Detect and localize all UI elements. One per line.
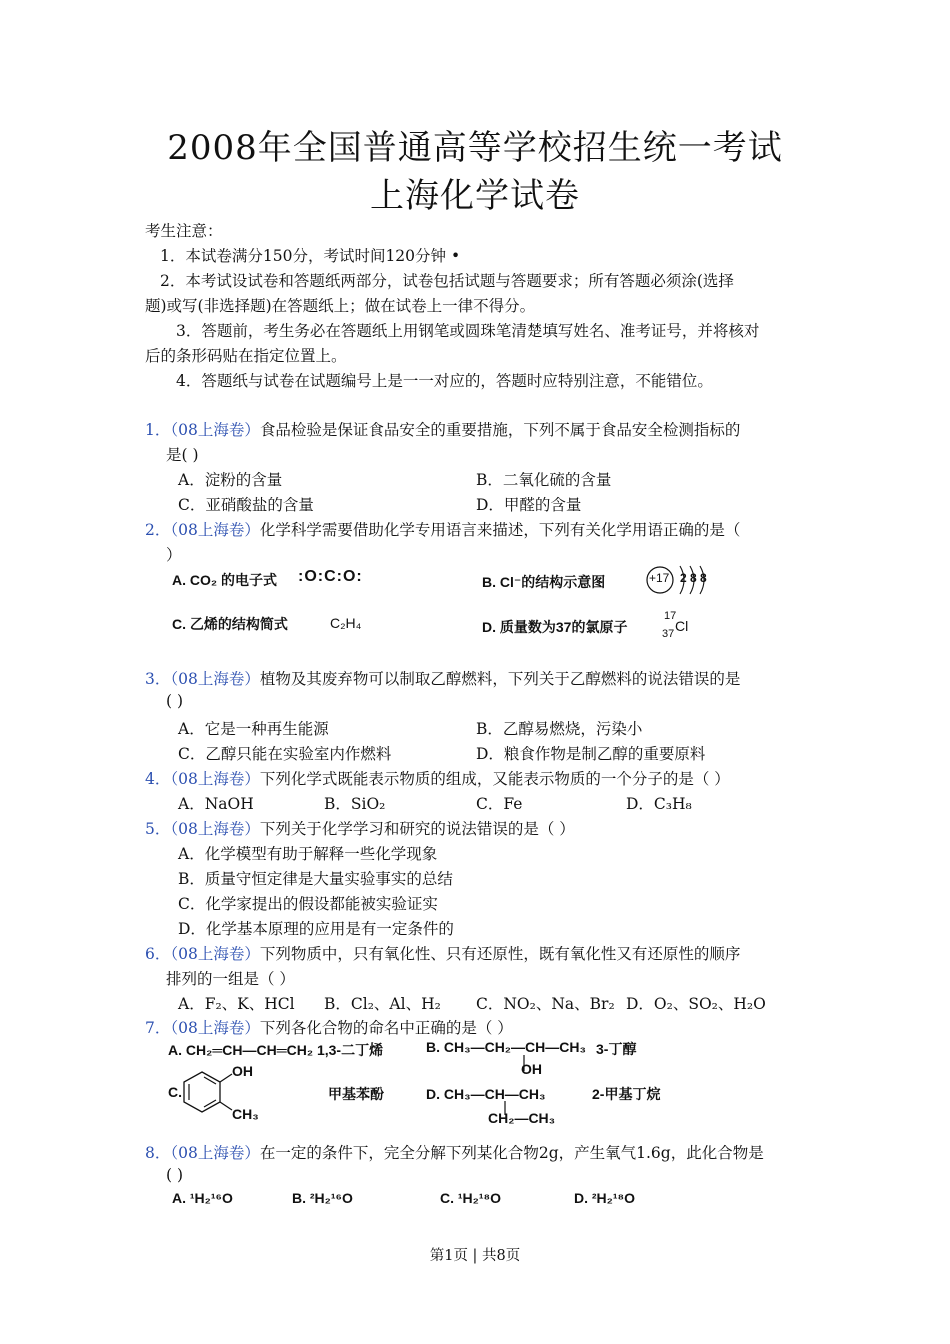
option: C．亚硝酸盐的含量 (178, 496, 314, 514)
substituent: CH₃ (232, 1106, 259, 1122)
question-stem: ( ) (166, 1166, 184, 1184)
option: D．O₂、SO₂、H₂O (626, 995, 766, 1013)
option: D．C₃H₈ (626, 795, 692, 813)
option: A．F₂、K、HCl (178, 995, 295, 1013)
ethylene-formula: C₂H₄ (330, 615, 362, 631)
option-figure: D. CH₃—CH—CH₃ (426, 1086, 546, 1102)
option-figure: C. ¹H₂¹⁸O (440, 1190, 502, 1206)
exam-subtitle: 上海化学试卷 (370, 176, 580, 216)
question-1: 1．（08上海卷）食品检验是保证食品安全的重要措施，下列不属于食品安全检测指标的 (145, 421, 741, 439)
question-4: 4．（08上海卷）下列化学式既能表示物质的组成，又能表示物质的一个分子的是（ ） (145, 770, 730, 788)
isotope-symbol: Cl (675, 618, 689, 634)
option-figure: C. 乙烯的结构简式 (172, 616, 288, 632)
option: C．乙醇只能在实验室内作燃料 (178, 745, 392, 763)
option-figure: A. CO₂ 的电子式 (172, 572, 277, 588)
option: C．NO₂、Na、Br₂ (476, 995, 615, 1013)
option-figure: B. Cl⁻的结构示意图 (482, 574, 606, 590)
substituent: OH (521, 1061, 542, 1077)
option: B．Cl₂、Al、H₂ (324, 995, 441, 1013)
question-3: 3．（08上海卷）植物及其废弃物可以制取乙醇燃料，下列关于乙醇燃料的说法错误的是 (145, 670, 741, 688)
question-stem: ） (166, 546, 182, 564)
option-figure: D. 质量数为37的氯原子 (482, 619, 628, 635)
option: B．SiO₂ (324, 795, 386, 813)
option-figure: C. (168, 1084, 182, 1100)
electron-shells: 2 8 8 (680, 571, 707, 585)
question-5: 5．（08上海卷）下列关于化学学习和研究的说法错误的是（ ） (145, 820, 575, 838)
compound-name: 甲基苯酚 (328, 1086, 384, 1102)
notice-item: 2．本考试设试卷和答题纸两部分，试卷包括试题与答题要求；所有答题必须涂(选择 (160, 272, 734, 290)
notice-item: 后的条形码贴在指定位置上。 (145, 347, 347, 365)
option-figure: A. ¹H₂¹⁶O (172, 1190, 233, 1206)
substituent: CH₂—CH₃ (488, 1110, 556, 1126)
option: B．二氧化硫的含量 (476, 471, 612, 489)
question-stem: 是( ) (166, 446, 199, 464)
option: C．Fe (476, 795, 523, 813)
page-footer: 第1页 | 共8页 (429, 1248, 521, 1264)
option-figure: A. CH₂═CH—CH═CH₂ 1,3-二丁烯 (168, 1042, 384, 1058)
notice-item: 题)或写(非选择题)在答题纸上；做在试卷上一律不得分。 (145, 297, 536, 315)
notice-heading: 考生注意： (145, 222, 223, 240)
option: A．化学模型有助于解释一些化学现象 (178, 845, 438, 863)
question-stem: ( ) (166, 692, 184, 710)
option-figure: B. ²H₂¹⁶O (292, 1190, 353, 1206)
question-stem: 排列的一组是（ ） (166, 970, 295, 988)
compound-name: 2-甲基丁烷 (592, 1086, 661, 1102)
question-6: 6．（08上海卷）下列物质中，只有氧化性、只有还原性，既有氧化性又有还原性的顺序 (145, 945, 741, 963)
nucleus-charge: +17 (649, 571, 670, 585)
electron-formula: :O:C:O: (298, 568, 363, 585)
notice-item: 1．本试卷满分150分，考试时间120分钟 • (160, 247, 461, 265)
option: A．淀粉的含量 (178, 471, 283, 489)
option-figure: B. CH₃—CH₂—CH—CH₃ (426, 1039, 586, 1055)
option: D．粮食作物是制乙醇的重要原料 (476, 745, 706, 763)
isotope-top: 17 (664, 610, 677, 622)
option: D．甲醛的含量 (476, 496, 582, 514)
option: A．它是一种再生能源 (178, 720, 329, 738)
notice-item: 3．答题前，考生务必在答题纸上用钢笔或圆珠笔清楚填写姓名、准考证号，并将核对 (176, 322, 760, 340)
compound-name: 3-丁醇 (596, 1041, 637, 1057)
option: C．化学家提出的假设都能被实验证实 (178, 895, 438, 913)
isotope-bottom: 37 (662, 628, 675, 640)
question-7: 7．（08上海卷）下列各化合物的命名中正确的是（ ） (145, 1019, 513, 1037)
option: B．质量守恒定律是大量实验事实的总结 (178, 870, 453, 888)
option: B．乙醇易燃烧，污染小 (476, 720, 643, 738)
option-figure: D. ²H₂¹⁸O (574, 1190, 636, 1206)
question-2: 2．（08上海卷）化学科学需要借助化学专用语言来描述，下列有关化学用语正确的是（ (145, 521, 741, 539)
option: D．化学基本原理的应用是有一定条件的 (178, 920, 454, 938)
question-8: 8．（08上海卷）在一定的条件下，完全分解下列某化合物2g，产生氧气1.6g，此化合物是 (145, 1144, 764, 1162)
substituent: OH (232, 1063, 253, 1079)
option: A．NaOH (178, 795, 254, 813)
notice-item: 4．答题纸与试卷在试题编号上是一一对应的，答题时应特别注意，不能错位。 (176, 372, 713, 390)
exam-title: 2008年全国普通高等学校招生统一考试 (167, 128, 783, 168)
